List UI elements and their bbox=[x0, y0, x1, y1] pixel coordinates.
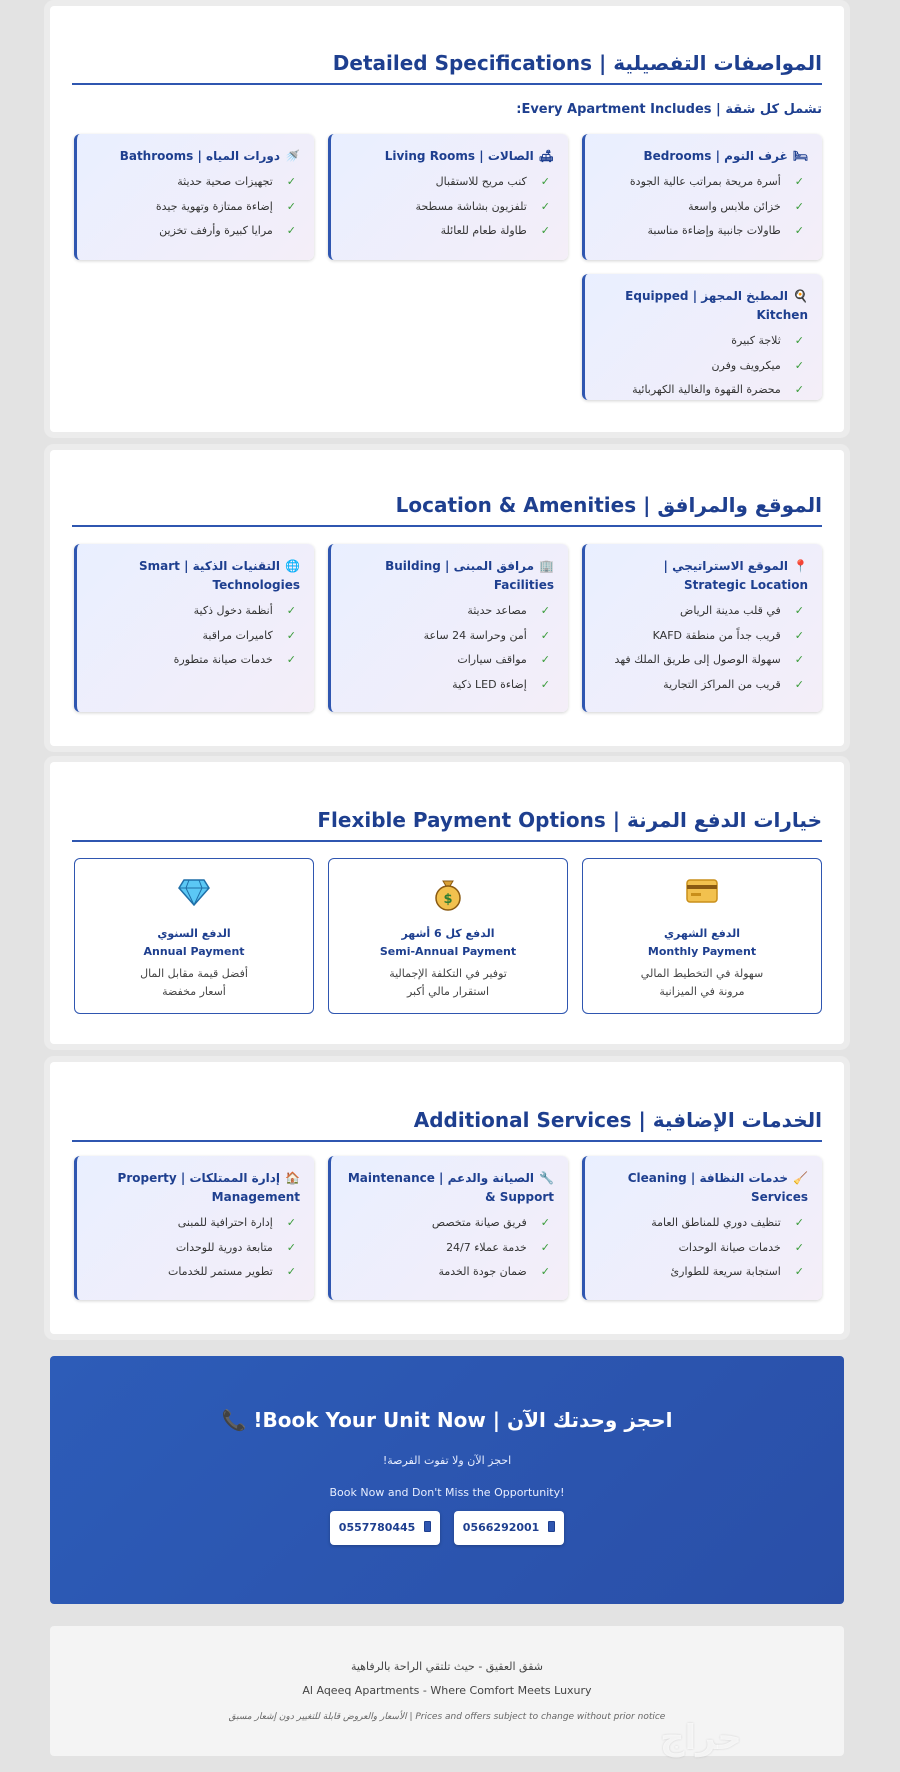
check-icon: ✓ bbox=[540, 628, 550, 642]
list-item: ✓طاولة طعام للعائلة bbox=[440, 224, 550, 237]
list-item: ✓طاولات جانبية وإضاءة مناسبة bbox=[647, 224, 804, 237]
list-item: ✓استجابة سريعة للطوارئ bbox=[670, 1265, 804, 1278]
broom-icon: 🧹 bbox=[793, 1171, 808, 1185]
check-icon: ✓ bbox=[540, 1265, 550, 1278]
shower-icon: 🚿 bbox=[285, 149, 300, 163]
check-icon: ✓ bbox=[540, 175, 550, 188]
cta-subtitle-en: Book Now and Don't Miss the Opportunity! bbox=[329, 1486, 565, 1499]
check-icon: ✓ bbox=[794, 604, 804, 617]
payment-title: خيارات الدفع المرنة | Flexible Payment Options bbox=[72, 808, 822, 842]
footer-tagline-ar: شقق العقيق - حيث تلتقي الراحة بالرفاهية bbox=[350, 1660, 544, 1673]
location-title: الموقع والمرافق | Location & Amenities bbox=[72, 493, 822, 527]
kitchen-icon: 🍳 bbox=[793, 289, 808, 303]
check-icon: ✓ bbox=[794, 677, 804, 691]
check-icon: ✓ bbox=[794, 1240, 804, 1254]
list-item: ✓فريق صيانة متخصص bbox=[431, 1216, 550, 1229]
payment-option-monthly bbox=[582, 858, 822, 1014]
check-icon: ✓ bbox=[794, 1216, 804, 1229]
pin-icon: 📍 bbox=[793, 559, 808, 573]
card-maintenance-support bbox=[328, 1156, 568, 1300]
card-building-facilities bbox=[328, 544, 568, 712]
card-smart-technologies bbox=[74, 544, 314, 712]
list-item: ✓خدمات صيانة الوحدات bbox=[678, 1240, 804, 1254]
list-item: ✓إضاءة LED ذكية bbox=[452, 677, 550, 691]
check-icon: ✓ bbox=[540, 224, 550, 237]
specs-subtitle: تشمل كل شقة | Every Apartment Includes: bbox=[516, 102, 822, 117]
check-icon: ✓ bbox=[540, 653, 550, 666]
list-item: ✓مرايا كبيرة وأرفف تخزين bbox=[159, 224, 296, 237]
check-icon: ✓ bbox=[540, 199, 550, 213]
check-icon: ✓ bbox=[286, 653, 296, 666]
payment-desc: مرونة في الميزانية bbox=[659, 985, 745, 998]
check-icon: ✓ bbox=[794, 175, 804, 188]
payment-option-annual bbox=[74, 858, 314, 1014]
card-bathrooms bbox=[74, 134, 314, 260]
card-title: الموقع الاستراتيجي | Strategic Location bbox=[663, 559, 808, 592]
list-item: ✓خزائن ملابس واسعة bbox=[688, 199, 804, 213]
list-item: ✓محضرة القهوة والغالية الكهربائية bbox=[632, 383, 804, 396]
list-item: ✓قريب من المراكز التجارية bbox=[663, 677, 804, 691]
payment-option-semi-annual bbox=[328, 858, 568, 1014]
check-icon: ✓ bbox=[794, 653, 804, 666]
payment-desc: أسعار مخفضة bbox=[162, 985, 226, 998]
list-item: ✓تطوير مستمر للخدمات bbox=[167, 1265, 296, 1278]
payment-desc: أفضل قيمة مقابل المال bbox=[140, 967, 248, 980]
cta-title: احجز وحدتك الآن | Book Your Unit Now! bbox=[253, 1408, 673, 1432]
check-icon: ✓ bbox=[286, 175, 296, 188]
check-icon: ✓ bbox=[286, 1265, 296, 1278]
check-icon: ✓ bbox=[794, 224, 804, 237]
list-item: ✓خدمات صيانة متطورة bbox=[173, 653, 296, 666]
services-title: الخدمات الإضافية | Additional Services bbox=[72, 1108, 822, 1142]
check-icon: ✓ bbox=[794, 383, 804, 396]
payment-desc: سهولة في التخطيط المالي bbox=[640, 967, 764, 980]
check-icon: ✓ bbox=[540, 1240, 550, 1254]
payment-section bbox=[50, 762, 844, 1044]
list-item: ✓متابعة دورية للوحدات bbox=[175, 1240, 296, 1254]
check-icon: ✓ bbox=[286, 199, 296, 213]
call-button-1[interactable]: 0566292001 bbox=[454, 1511, 564, 1545]
check-icon: ✓ bbox=[286, 224, 296, 237]
list-item: ✓أمن وحراسة 24 ساعة bbox=[423, 628, 550, 642]
globe-icon: 🌐 bbox=[285, 559, 300, 573]
card-bedrooms bbox=[582, 134, 822, 260]
sofa-icon: 🛋 bbox=[538, 149, 554, 163]
check-icon: ✓ bbox=[286, 1240, 296, 1254]
card-title: مرافق المبنى | Building Facilities bbox=[385, 559, 554, 592]
payment-desc: توفير في التكلفة الإجمالية bbox=[389, 967, 507, 980]
mobile-phone-icon bbox=[424, 1521, 431, 1532]
check-icon: ✓ bbox=[540, 677, 550, 691]
check-icon: ✓ bbox=[794, 358, 804, 372]
check-icon: ✓ bbox=[540, 604, 550, 617]
services-section bbox=[50, 1062, 844, 1334]
check-icon: ✓ bbox=[794, 628, 804, 642]
list-item: ✓ضمان جودة الخدمة bbox=[438, 1265, 550, 1278]
phone-icon: 📞 bbox=[221, 1408, 247, 1432]
list-item: ✓ثلاجة كبيرة bbox=[731, 334, 804, 347]
list-item: ✓إدارة احترافية للمبنى bbox=[177, 1216, 296, 1229]
payment-label-en: Semi-Annual Payment bbox=[379, 945, 517, 958]
list-item: ✓خدمة عملاء 24/7 bbox=[446, 1240, 550, 1254]
card-strategic-location bbox=[582, 544, 822, 712]
list-item: ✓تنظيف دوري للمناطق العامة bbox=[651, 1216, 804, 1229]
call-button-2[interactable]: 0557780445 bbox=[330, 1511, 440, 1545]
building-icon: 🏢 bbox=[539, 559, 554, 573]
payment-label-ar: الدفع الشهري bbox=[663, 927, 741, 940]
list-item: ✓تلفزيون بشاشة مسطحة bbox=[415, 199, 550, 213]
card-cleaning-services bbox=[582, 1156, 822, 1300]
payment-label-ar: الدفع كل 6 أشهر bbox=[401, 927, 495, 940]
check-icon: ✓ bbox=[286, 604, 296, 617]
booking-cta bbox=[50, 1356, 844, 1604]
check-icon: ✓ bbox=[286, 628, 296, 642]
card-title: خدمات النظافة | Cleaning Services bbox=[627, 1171, 808, 1204]
card-property-management bbox=[74, 1156, 314, 1300]
list-item: ✓كاميرات مراقبة bbox=[202, 628, 296, 642]
card-title: إدارة الممتلكات | Property Management bbox=[117, 1171, 300, 1204]
footer-disclaimer: الأسعار والعروض قابلة للتغيير دون إشعار مسبق | Prices and offers subject to change without prior notice bbox=[228, 1712, 666, 1722]
list-item: ✓إضاءة ممتازة وتهوية جيدة bbox=[155, 199, 296, 213]
specs-title: المواصفات التفصيلية | Detailed Specifications bbox=[72, 51, 822, 85]
check-icon: ✓ bbox=[540, 1216, 550, 1229]
footer-tagline-en: Al Aqeeq Apartments - Where Comfort Meets Luxury bbox=[302, 1684, 592, 1697]
list-item: ✓أسرة مريحة بمراتب عالية الجودة bbox=[629, 175, 804, 188]
list-item: ✓مصاعد حديثة bbox=[467, 604, 550, 617]
list-item: ✓سهولة الوصول إلى طريق الملك فهد bbox=[614, 653, 804, 666]
check-icon: ✓ bbox=[794, 1265, 804, 1278]
cta-subtitle-ar: احجز الآن ولا تفوت الفرصة! bbox=[382, 1454, 512, 1467]
card-title: التقنيات الذكية | Smart Technologies bbox=[139, 559, 300, 592]
card-title: المطبخ المجهز | Equipped Kitchen bbox=[625, 289, 808, 322]
check-icon: ✓ bbox=[286, 1216, 296, 1229]
list-item: ✓ميكرويف وفرن bbox=[711, 358, 804, 372]
list-item: ✓أنظمة دخول ذكية bbox=[193, 604, 296, 617]
card-title: غرف النوم | Bedrooms bbox=[643, 149, 788, 163]
mobile-phone-icon bbox=[548, 1521, 555, 1532]
payment-label-en: Annual Payment bbox=[143, 945, 245, 958]
specs-section bbox=[50, 6, 844, 432]
list-item: ✓قريب جداً من منطقة KAFD bbox=[652, 628, 804, 642]
payment-label-en: Monthly Payment bbox=[647, 945, 757, 958]
card-title: دورات المياه | Bathrooms bbox=[119, 149, 281, 163]
wrench-icon: 🔧 bbox=[539, 1171, 554, 1185]
bed-icon: 🛏 bbox=[792, 149, 808, 163]
haraj-watermark: حراج bbox=[660, 1718, 742, 1758]
card-living-rooms bbox=[328, 134, 568, 260]
check-icon: ✓ bbox=[794, 199, 804, 213]
diamond-icon bbox=[178, 877, 210, 907]
card-kitchen bbox=[582, 274, 822, 400]
list-item: ✓كنب مريح للاستقبال bbox=[435, 175, 550, 188]
credit-card-icon bbox=[685, 877, 719, 905]
card-title: الصيانة والدعم | Maintenance & Support bbox=[347, 1171, 554, 1204]
house-icon: 🏠 bbox=[285, 1171, 300, 1185]
check-icon: ✓ bbox=[794, 334, 804, 347]
money-bag-icon bbox=[433, 877, 463, 911]
payment-label-ar: الدفع السنوي bbox=[157, 927, 231, 940]
payment-desc: استقرار مالي أكبر bbox=[406, 985, 490, 998]
svg-text:$: $ bbox=[443, 892, 453, 907]
list-item: ✓تجهيزات صحية حديثة bbox=[177, 175, 296, 188]
location-section bbox=[50, 450, 844, 746]
card-title: الصالات | Living Rooms bbox=[384, 149, 534, 163]
list-item: ✓في قلب مدينة الرياض bbox=[680, 604, 804, 617]
list-item: ✓مواقف سيارات bbox=[457, 653, 550, 666]
